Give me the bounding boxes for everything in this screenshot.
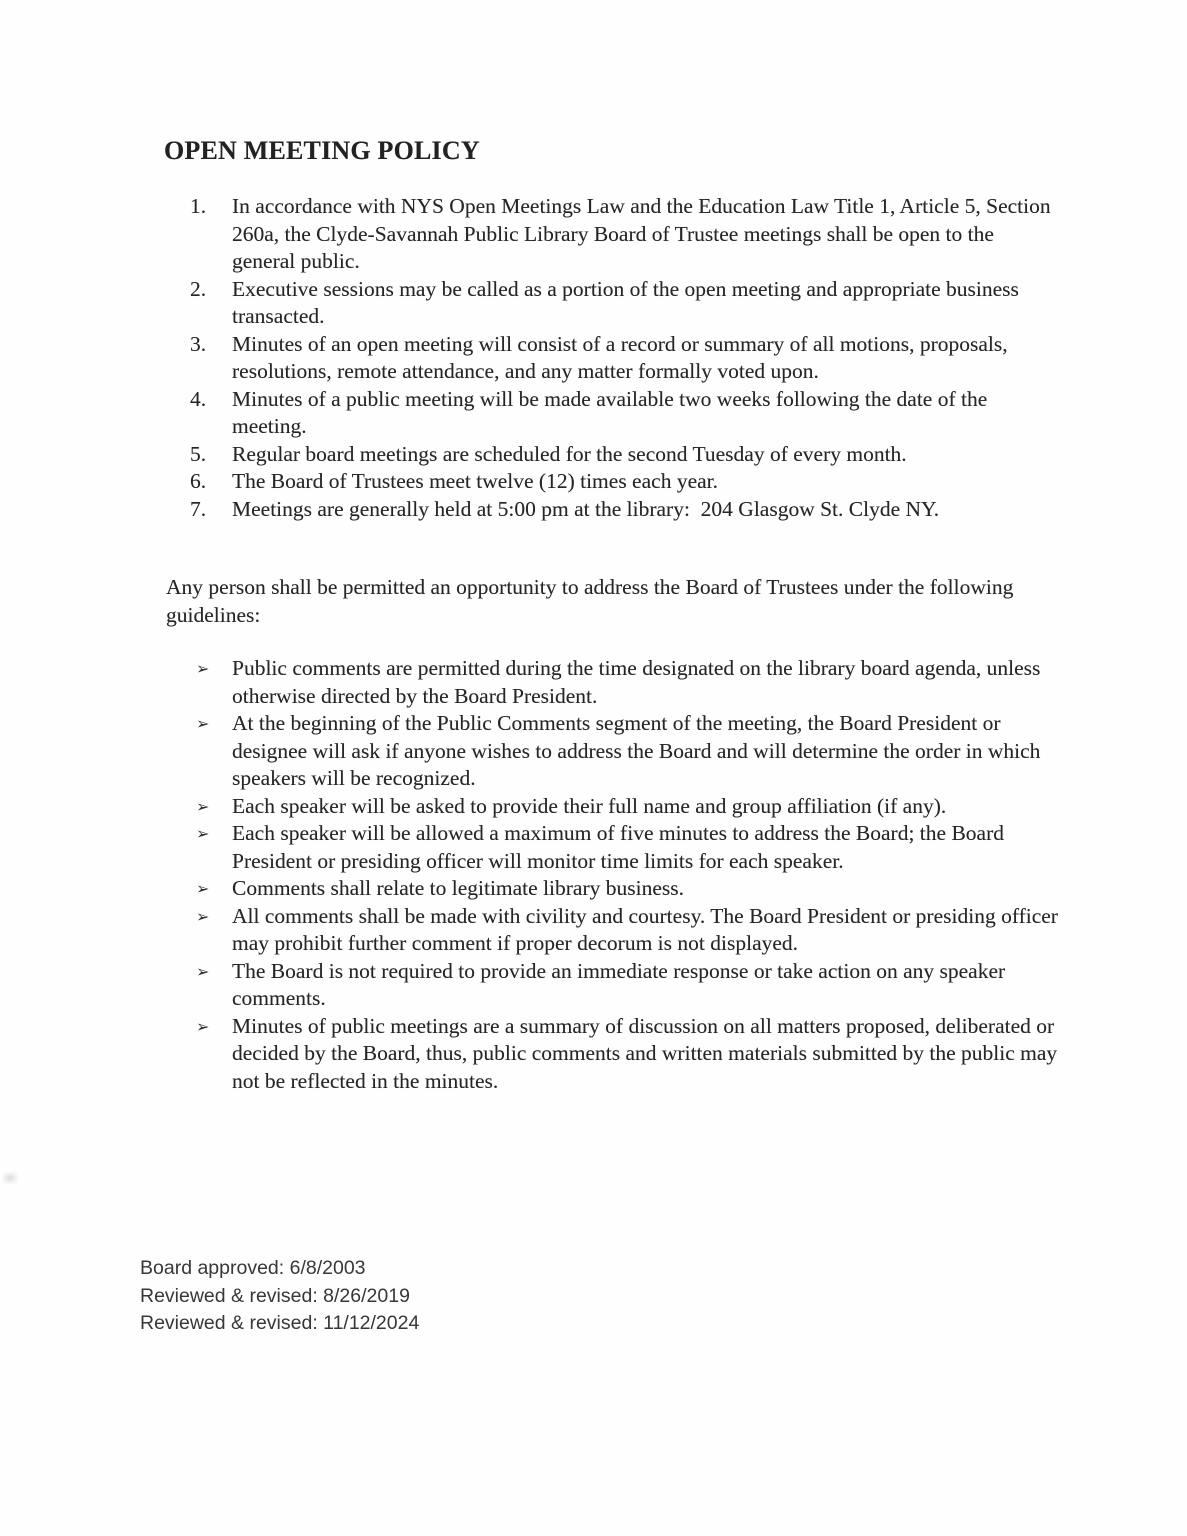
- bullet-item: [196, 820, 1096, 875]
- arrowhead-bullet-icon: ➢: [196, 879, 210, 898]
- page-title: OPEN MEETING POLICY: [164, 136, 480, 165]
- item-number: 6.: [190, 469, 207, 493]
- bullet-item: [196, 875, 1096, 903]
- arrowhead-bullet-icon: ➢: [196, 961, 210, 981]
- arrowhead-bullet-icon: ➢: [196, 714, 210, 733]
- bullet-item: [196, 958, 1096, 1013]
- numbered-policy-list: [190, 193, 1070, 523]
- footer-line-revised-2019: Reviewed & revised: 8/26/2019: [140, 1284, 410, 1307]
- scan-smudge-artifact: [2, 1172, 18, 1184]
- item-text: Meetings are generally held at 5:00 pm at the library: 204 Glasgow St. Clyde NY.: [232, 496, 940, 521]
- numbered-item: [190, 441, 1070, 469]
- item-text: In accordance with NYS Open Meetings Law and the Education Law Title 1, Article 5, Section 260a, the Clyde-Savannah Public Library Board of Trustee meetings shall be open to the general public.: [232, 194, 1056, 273]
- bullet-item: [196, 655, 1096, 710]
- item-text: Executive sessions may be called as a portion of the open meeting and appropriate business transacted.: [232, 276, 1025, 328]
- bullet-text: The Board is not required to provide an immediate response or take action on any speaker comments.: [232, 958, 1011, 1010]
- item-text: The Board of Trustees meet twelve (12) times each year.: [232, 469, 718, 493]
- bullet-text: Each speaker will be allowed a maximum of five minutes to address the Board; the Board President or presiding officer will monitor time limits for each speaker.: [232, 821, 1010, 873]
- numbered-item: [190, 331, 1070, 386]
- item-text: Regular board meetings are scheduled for the second Tuesday of every month.: [232, 441, 907, 466]
- numbered-item: [190, 193, 1070, 276]
- arrowhead-bullet-icon: ➢: [196, 1016, 210, 1036]
- bullet-text: At the beginning of the Public Comments segment of the meeting, the Board President or designee will ask if anyone wishes to address the Board and will determine the order in which speakers will be recognized.: [232, 711, 1046, 790]
- bullet-text: Public comments are permitted during the time designated on the library board agenda, unless otherwise directed by the Board President.: [232, 656, 1046, 708]
- footer-line-board-approved: Board approved: 6/8/2003: [140, 1257, 366, 1279]
- item-text: Minutes of an open meeting will consist of a record or summary of all motions, proposals, resolutions, remote attendance, and any matter formally voted upon.: [232, 331, 1014, 383]
- bullet-text: All comments shall be made with civility and courtesy. The Board President or presiding officer may prohibit further comment if proper decorum is not displayed.: [232, 903, 1064, 955]
- bullet-item: [196, 710, 1096, 793]
- guidelines-bullet-list: [196, 655, 1096, 1095]
- arrowhead-bullet-icon: ➢: [196, 906, 210, 926]
- footer-line-revised-2024: Reviewed & revised: 11/12/2024: [140, 1312, 420, 1334]
- approval-footer: [140, 1255, 419, 1338]
- bullet-item: [196, 793, 1096, 821]
- item-number: 4.: [190, 386, 207, 411]
- item-number: 3.: [190, 331, 207, 356]
- bullet-item: [196, 1013, 1096, 1096]
- item-text: Minutes of a public meeting will be made available two weeks following the date of the meeting.: [232, 386, 993, 438]
- item-number: 5.: [190, 441, 207, 466]
- numbered-item: [190, 496, 1070, 524]
- arrowhead-bullet-icon: ➢: [196, 796, 210, 816]
- bullet-text: Each speaker will be asked to provide their full name and group affiliation (if any).: [232, 793, 947, 818]
- intro-paragraph: Any person shall be permitted an opportunity to address the Board of Trustees under the following guidelines:: [166, 575, 1019, 627]
- numbered-item: [190, 468, 1070, 496]
- bullet-text: Comments shall relate to legitimate library business.: [232, 876, 685, 900]
- item-number: 7.: [190, 496, 207, 521]
- numbered-item: [190, 276, 1070, 331]
- numbered-item: [190, 386, 1070, 441]
- bullet-item: [196, 903, 1096, 958]
- arrowhead-bullet-icon: ➢: [196, 824, 210, 843]
- item-number: 2.: [190, 276, 207, 301]
- item-number: 1.: [190, 194, 207, 218]
- arrowhead-bullet-icon: ➢: [196, 659, 210, 678]
- bullet-text: Minutes of public meetings are a summary of discussion on all matters proposed, deliberated or decided by the Board, thus, public comments and written materials submitted by the public may not be reflected in the minutes.: [232, 1013, 1063, 1093]
